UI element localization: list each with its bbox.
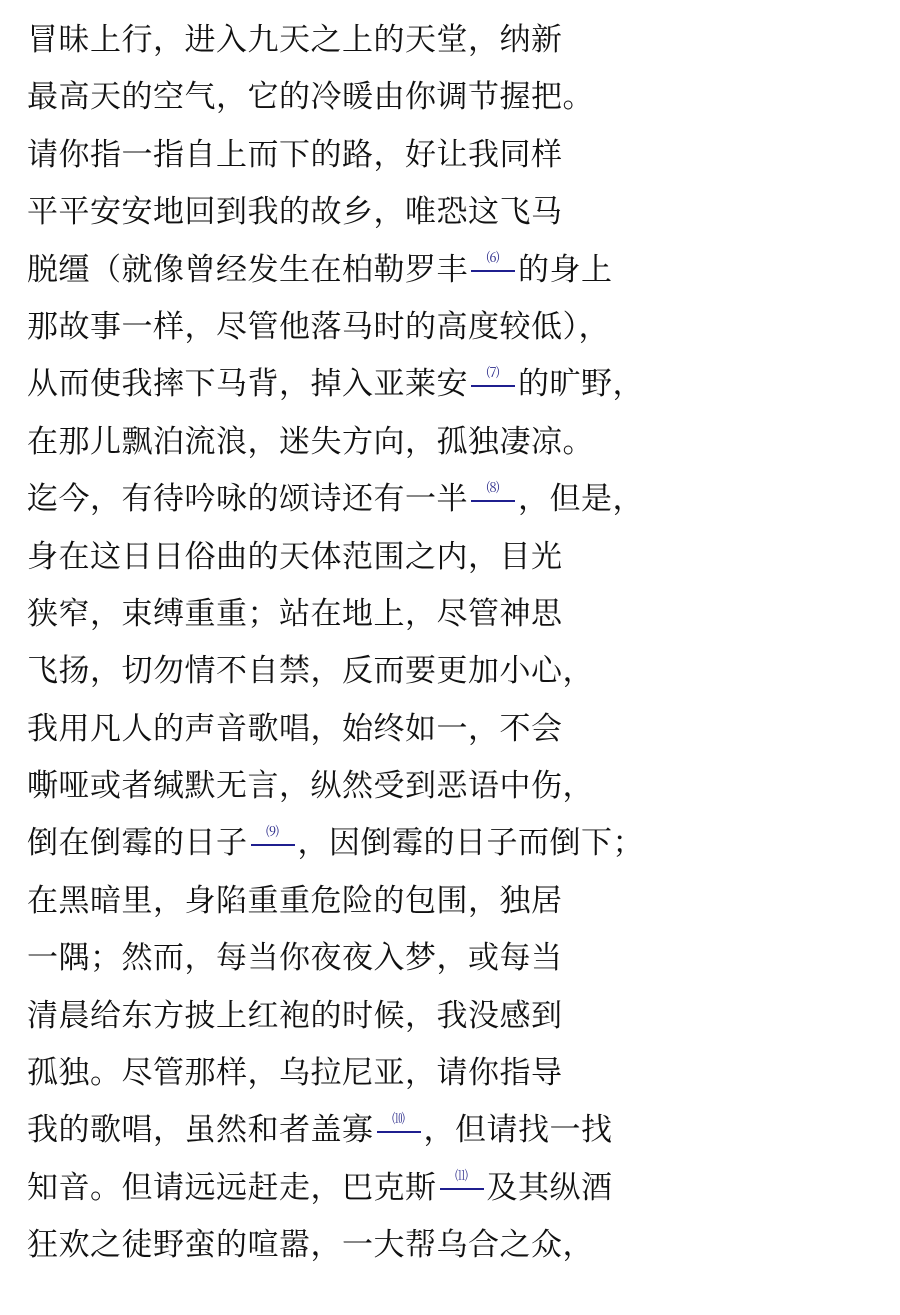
line-text: 狭窄，束缚重重；站在地上，尽管神思 [27,595,563,632]
poem-line [27,414,900,471]
poem-line [27,1102,900,1159]
line-text: ，但请找一找 [423,1112,613,1149]
poem-line [27,471,900,528]
line-text: 的身上 [518,251,613,288]
poem-line [27,815,900,872]
footnote-number: ⑽ [391,1111,405,1127]
poem-line [27,586,900,643]
line-text: 身在这日日俗曲的天体范围之内，目光 [27,538,563,575]
footnote-number: ⑼ [265,824,279,840]
footnote-number: ⑾ [454,1169,468,1185]
line-text: 嘶哑或者缄默无言，纵然受到恶语中伤， [27,768,594,805]
poem-line [27,529,900,586]
poem-line [27,1045,900,1102]
footnote-number: ⑹ [486,251,500,267]
footnote-underline [440,1188,484,1190]
footnote-number: ⑻ [486,480,500,496]
footnote-underline [251,844,295,846]
poem-line [27,242,900,299]
poem-line [27,758,900,815]
line-text: 平平安安地回到我的故乡，唯恐这飞马 [27,194,563,231]
poem-line [27,643,900,700]
line-text: 在黑暗里，身陷重重危险的包围，独居 [27,882,563,919]
poem-line [27,127,900,184]
poem-text [27,12,900,1275]
footnote-link[interactable] [375,1111,423,1147]
footnote-link[interactable] [469,365,517,401]
line-text: 脱缰（就像曾经发生在柏勒罗丰 [27,251,468,288]
line-text: 飞扬，切勿情不自禁，反而要更加小心， [27,653,594,690]
footnote-link[interactable] [438,1169,486,1204]
footnote-link[interactable] [469,251,517,286]
line-text: 我用凡人的声音歌唱，始终如一，不会 [27,710,563,747]
line-text: 一隅；然而，每当你夜夜入梦，或每当 [27,940,563,977]
poem-line [27,988,900,1045]
footnote-link[interactable] [249,824,297,860]
poem-line [27,1160,900,1217]
line-text: 我的歌唱，虽然和者盖寡 [27,1112,374,1149]
line-text: 迄今，有待吟咏的颂诗还有一半 [27,481,468,518]
footnote-underline [471,385,515,387]
footnote-underline [471,270,515,272]
line-text: 知音。但请远远赶走，巴克斯 [27,1169,437,1206]
line-text: 最高天的空气，它的冷暖由你调节握把。 [27,79,594,116]
poem-line [27,701,900,758]
line-text: 清晨给东方披上红袍的时候，我没感到 [27,997,563,1034]
line-text: 在那儿飘泊流浪，迷失方向，孤独凄凉。 [27,423,594,460]
line-text: 狂欢之徒野蛮的喧嚣，一大帮乌合之众， [27,1227,594,1264]
line-text: 的旷野， [518,366,644,403]
footnote-number: ⑺ [486,365,500,381]
line-text: 从而使我摔下马背，掉入亚莱安 [27,366,468,403]
line-text: 请你指一指自上而下的路，好让我同样 [27,136,563,173]
poem-line [27,356,900,413]
poem-line [27,12,900,69]
poem-line [27,1217,900,1274]
poem-line [27,873,900,930]
line-text: 冒昧上行，进入九天之上的天堂，纳新 [27,22,563,58]
poem-line [27,184,900,241]
poem-line [27,299,900,356]
poem-line [27,69,900,126]
footnote-underline [377,1131,421,1133]
line-text: 倒在倒霉的日子 [27,825,248,862]
poem-line [27,930,900,987]
line-text: 及其纵酒 [486,1169,613,1206]
footnote-underline [471,500,515,502]
line-text: ，因倒霉的日子而倒下； [297,825,644,862]
line-text: 孤独。尽管那样，乌拉尼亚，请你指导 [27,1055,563,1092]
footnote-link[interactable] [469,480,517,516]
line-text: 那故事一样，尽管他落马时的高度较低）， [27,308,610,345]
line-text: ，但是， [518,481,644,518]
